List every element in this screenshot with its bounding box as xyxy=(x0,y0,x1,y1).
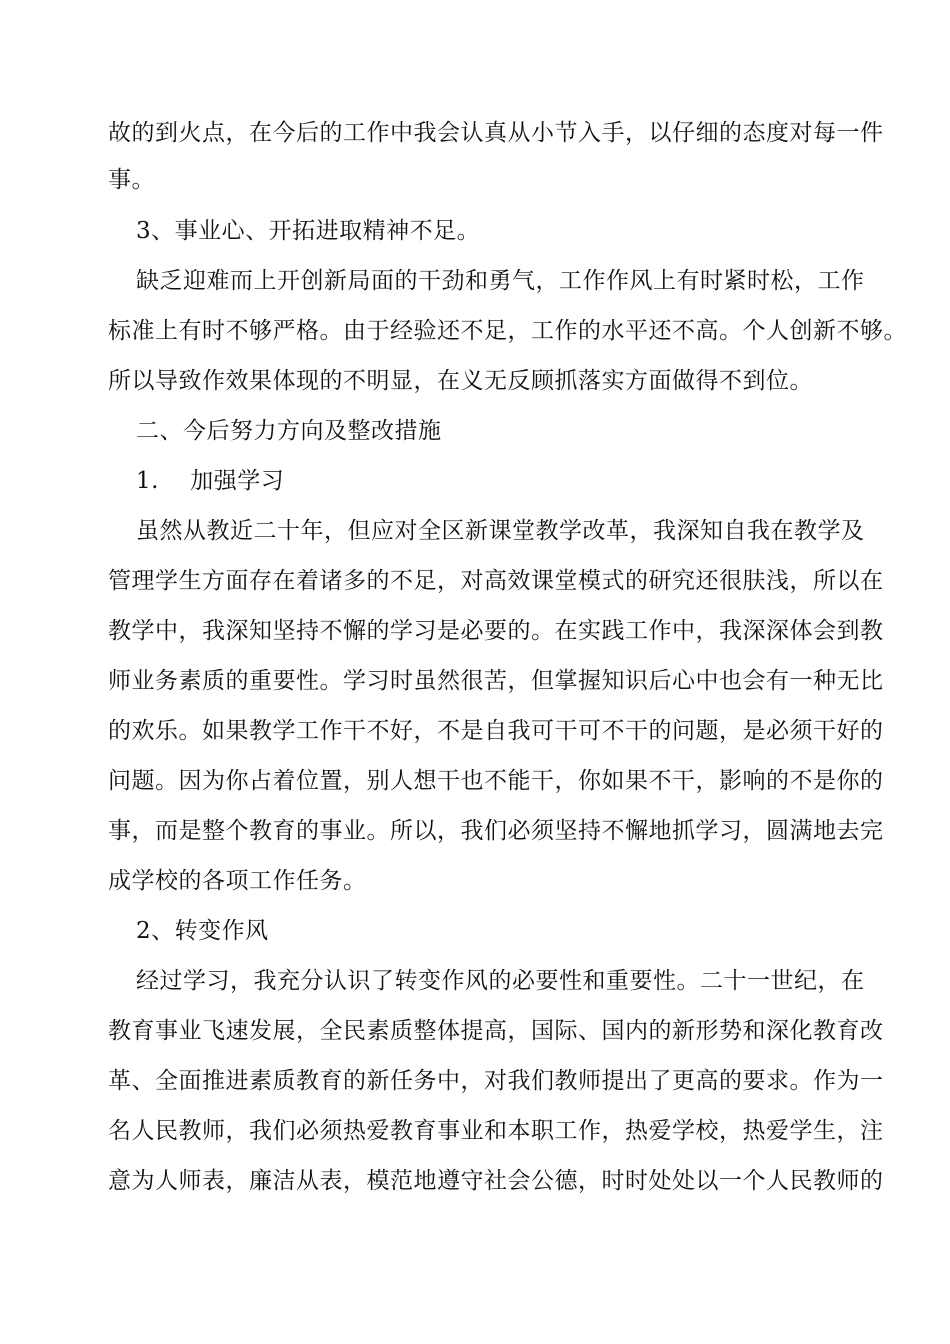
section-heading: 3、事业心、开拓进取精神不足。 xyxy=(136,218,481,244)
text-line: 标准上有时不够严格。由于经验还不足，工作的水平还不高。个人创新不够。 xyxy=(108,318,907,344)
text-line: 事，而是整个教育的事业。所以，我们必须坚持不懈地抓学习，圆满地去完 xyxy=(108,818,884,844)
text-line: 的欢乐。如果教学工作干不好，不是自我可干可不干的问题，是必须干好的 xyxy=(108,718,884,744)
text-line: 意为人师表，廉洁从表，模范地遵守社会公德，时时处处以一个人民教师的 xyxy=(108,1168,884,1194)
text-line: 所以导致作效果体现的不明显，在义无反顾抓落实方面做得不到位。 xyxy=(108,368,813,394)
text-line: 管理学生方面存在着诸多的不足，对高效课堂模式的研究还很肤浅，所以在 xyxy=(108,568,884,594)
text-line: 成学校的各项工作任务。 xyxy=(108,868,367,894)
text-line: 缺乏迎难而上开创新局面的干劲和勇气，工作作风上有时紧时松，工作 xyxy=(136,268,865,294)
text-line: 故的到火点，在今后的工作中我会认真从小节入手，以仔细的态度对每一件 xyxy=(108,120,884,146)
text-line: 经过学习，我充分认识了转变作风的必要性和重要性。二十一世纪，在 xyxy=(136,968,865,994)
text-line: 问题。因为你占着位置，别人想干也不能干，你如果不干，影响的不是你的 xyxy=(108,768,884,794)
subsection-heading: 2、转变作风 xyxy=(136,918,269,944)
text-line: 事。 xyxy=(108,167,155,193)
subsection-heading: 1. 加强学习 xyxy=(136,468,285,494)
text-line: 革、全面推进素质教育的新任务中，对我们教师提出了更高的要求。作为一 xyxy=(108,1068,884,1094)
text-line: 教学中，我深知坚持不懈的学习是必要的。在实践工作中，我深深体会到教 xyxy=(108,618,884,644)
text-line: 虽然从教近二十年，但应对全区新课堂教学改革，我深知自我在教学及 xyxy=(136,518,865,544)
text-line: 教育事业飞速发展，全民素质整体提高，国际、国内的新形势和深化教育改 xyxy=(108,1018,884,1044)
section-heading: 二、今后努力方向及整改措施 xyxy=(136,418,442,444)
text-line: 师业务素质的重要性。学习时虽然很苦，但掌握知识后心中也会有一种无比 xyxy=(108,668,884,694)
text-line: 名人民教师，我们必须热爱教育事业和本职工作，热爱学校，热爱学生，注 xyxy=(108,1118,884,1144)
